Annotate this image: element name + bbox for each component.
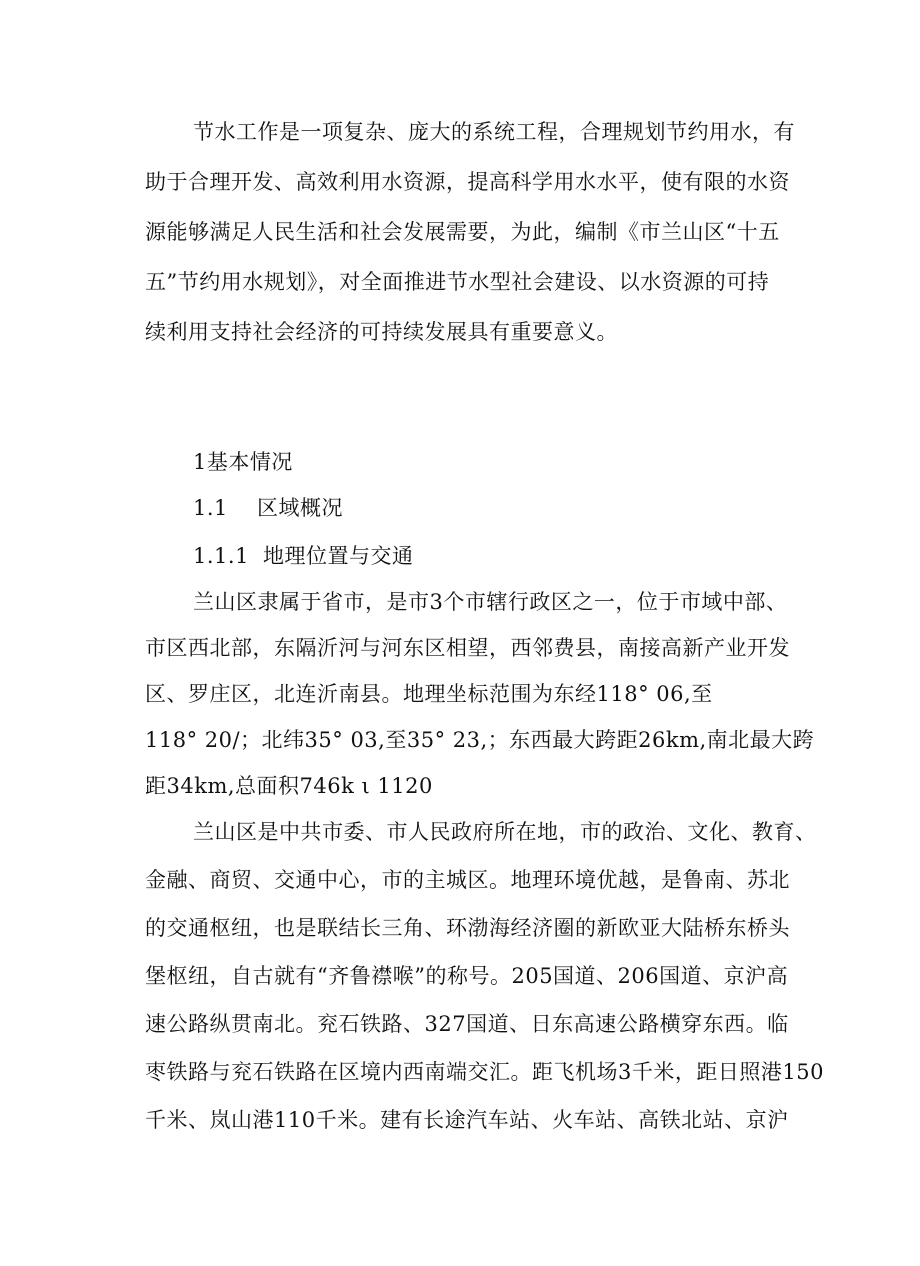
intro-line-4: 五”节约用水规划》，对全面推进节水型社会建设、以水资源的可持 (145, 270, 770, 294)
intro-line-2: 助于合理开发、高效利用水资源，提高科学用水水平，使有限的水资 (145, 170, 790, 194)
para2-line-6: 枣铁路与兖石铁路在区境内西南端交汇。距飞机场3千米，距日照港150 (145, 1060, 824, 1084)
para1-line-1: 兰山区隶属于省市，是市3个市辖行政区之一，位于市域中部、 (193, 590, 788, 614)
section-1-1-title: 区域概况 (257, 496, 343, 520)
para2-line-1: 兰山区是中共市委、市人民政府所在地，市的政治、文化、教育、 (193, 820, 817, 844)
para1-line-3: 区、罗庄区，北连沂南县。地理坐标范围为东经118° 06,至 (145, 682, 713, 706)
section-1-1-1-title: 地理位置与交通 (263, 544, 414, 568)
para1-line-5: 距34km,总面积746k ι 1120 (145, 774, 433, 798)
para2-line-3: 的交通枢纽，也是联结长三角、环渤海经济圈的新欧亚大陆桥东桥头 (145, 916, 790, 940)
intro-line-1: 节水工作是一项复杂、庞大的系统工程，合理规划节约用水，有 (193, 120, 795, 144)
para1-line-2: 市区西北部，东隔沂河与河东区相望，西邻费县，南接高新产业开发 (145, 636, 790, 660)
section-1-heading: 1基本情况 (193, 450, 293, 474)
section-1-1-number: 1.1 (193, 496, 228, 520)
intro-line-3: 源能够满足人民生活和社会发展需要，为此，编制《市兰山区“十五 (145, 220, 780, 244)
para2-line-2: 金融、商贸、交通中心，市的主城区。地理环境优越，是鲁南、苏北 (145, 868, 790, 892)
para1-line-4: 118° 20/；北纬35° 03,至35° 23,；东西最大跨距26km,南北最大跨 (145, 728, 815, 752)
para2-line-4: 堡枢纽，自古就有“齐鲁襟喉”的称号。205国道、206国道、京沪高 (145, 964, 789, 988)
section-1-1-heading (193, 494, 343, 522)
para2-line-5: 速公路纵贯南北。兖石铁路、327国道、日东高速公路横穿东西。临 (145, 1012, 789, 1036)
intro-line-5: 续利用支持社会经济的可持续发展具有重要意义。 (145, 320, 618, 344)
section-1-1-1-heading (193, 542, 414, 570)
para2-line-7: 千米、岚山港110千米。建有长途汽车站、火车站、高铁北站、京沪 (145, 1108, 789, 1132)
section-1-1-1-number: 1.1.1 (193, 544, 249, 568)
